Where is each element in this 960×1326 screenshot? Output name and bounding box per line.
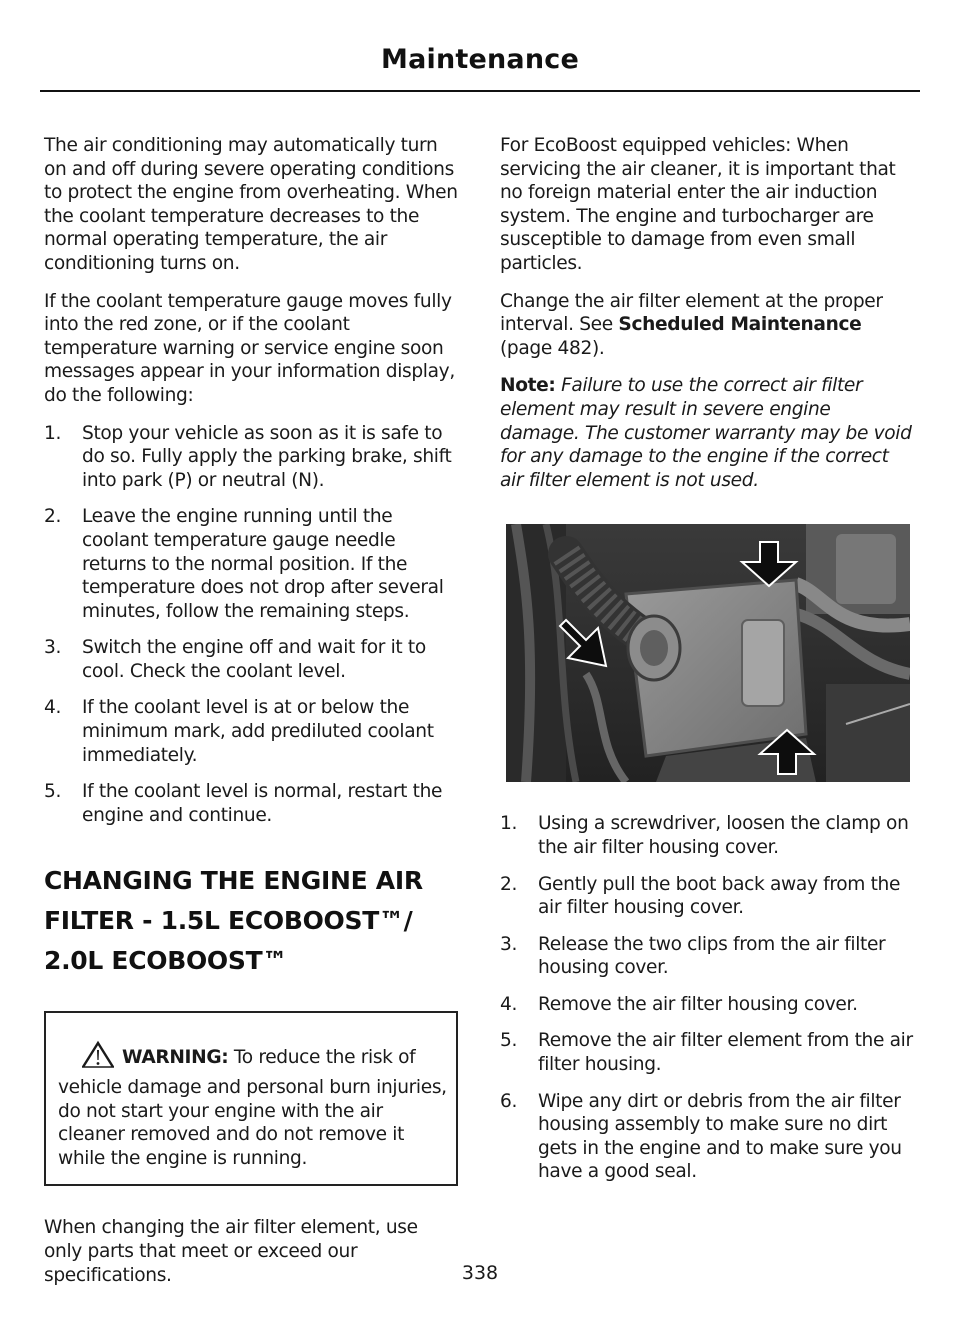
ecoboost-paragraph: For EcoBoost equipped vehicles: When servicing the air cleaner, it is important that no foreign material enter the air induction system. The engine and turbocharger are susceptible to damage from even small particles. bbox=[500, 135, 896, 274]
list-item bbox=[500, 993, 914, 1017]
ac-paragraph: The air conditioning may automatically turn on and off during severe operating conditions to protect the engine from overheating. When the coolant temperature decreases to the normal operating temperature, the air conditioning turns on. bbox=[44, 135, 458, 274]
step-number: 3. bbox=[500, 933, 518, 955]
page-section-title: Maintenance bbox=[381, 44, 579, 75]
step-text: Remove the air filter element from the air filter housing. bbox=[538, 1030, 913, 1076]
step-number: 5. bbox=[500, 1030, 518, 1052]
step-text: Wipe any dirt or debris from the air filter housing assembly to make sure no dirt gets in the engine and to make sure you have a good seal. bbox=[538, 1090, 902, 1183]
step-number: 2. bbox=[500, 873, 518, 895]
step-number: 4. bbox=[44, 697, 62, 719]
page-number: 338 bbox=[461, 1262, 499, 1284]
list-item bbox=[500, 873, 914, 920]
list-item bbox=[500, 1090, 914, 1184]
step-text: Remove the air filter housing cover. bbox=[538, 993, 858, 1015]
step-text: Leave the engine running until the coolant temperature gauge needle returns to the normal position. If the temperature does not drop after several minutes, follow the remaining steps. bbox=[82, 506, 444, 622]
coolant-gauge-paragraph: If the coolant temperature gauge moves fully into the red zone, or if the coolant temperature warning or service engine soon messages appear in your information display, do the following: bbox=[44, 290, 455, 406]
step-text: Gently pull the boot back away from the air filter housing cover. bbox=[538, 873, 901, 919]
air-filter-steps-list bbox=[500, 812, 914, 1184]
step-number: 3. bbox=[44, 637, 62, 659]
step-text: Switch the engine off and wait for it to cool. Check the coolant level. bbox=[82, 637, 426, 682]
step-number: 1. bbox=[44, 422, 62, 444]
step-number: 4. bbox=[500, 993, 518, 1015]
step-number: 6. bbox=[500, 1090, 518, 1112]
note-text: Failure to use the correct air filter element may result in severe engine damage. The customer warranty may be void for any damage to the engine if the correct air filter element is not used. bbox=[500, 375, 912, 491]
list-item bbox=[500, 812, 914, 859]
list-item bbox=[44, 422, 458, 493]
note-label: Note: bbox=[500, 375, 556, 397]
list-item bbox=[44, 780, 458, 827]
air-filter-photo bbox=[506, 524, 910, 782]
interval-paragraph bbox=[500, 290, 914, 361]
warning-box bbox=[44, 1011, 458, 1186]
header-divider bbox=[40, 90, 920, 92]
list-item bbox=[500, 933, 914, 980]
page-reference: (page 482). bbox=[500, 337, 605, 359]
overheat-steps-list bbox=[44, 422, 458, 828]
warning-label: WARNING: bbox=[122, 1047, 229, 1069]
list-item bbox=[44, 636, 458, 683]
list-item bbox=[44, 696, 458, 767]
step-number: 1. bbox=[500, 813, 518, 835]
step-text: Release the two clips from the air filter housing cover. bbox=[538, 933, 886, 979]
step-number: 2. bbox=[44, 506, 62, 528]
scheduled-maintenance-link[interactable]: Scheduled Maintenance bbox=[618, 314, 862, 336]
step-text: If the coolant level is at or below the minimum mark, add prediluted coolant immediately. bbox=[82, 697, 434, 766]
step-number: 5. bbox=[44, 781, 62, 803]
note-paragraph bbox=[500, 374, 914, 492]
left-column bbox=[44, 134, 458, 1301]
parts-paragraph: When changing the air filter element, use only parts that meet or exceed our specifications. bbox=[44, 1217, 418, 1286]
step-text: Stop your vehicle as soon as it is safe to do so. Fully apply the parking brake, shift into park (P) or neutral (N). bbox=[82, 422, 452, 491]
list-item bbox=[500, 1029, 914, 1076]
warning-text: To reduce the risk of vehicle damage and personal burn injuries, do not start your engine with the air cleaner removed and do not remove it while the engine is running. bbox=[58, 1047, 447, 1169]
step-text: Using a screwdriver, loosen the clamp on the air filter housing cover. bbox=[538, 813, 909, 858]
step-text: If the coolant level is normal, restart the engine and continue. bbox=[82, 781, 443, 826]
section-heading: CHANGING THE ENGINE AIR FILTER - 1.5L ECOBOOST™/ 2.0L ECOBOOST™ bbox=[44, 866, 423, 976]
right-column bbox=[500, 134, 914, 1198]
interval-text: Change the air filter element at the proper interval. See bbox=[500, 290, 883, 336]
warning-triangle-icon bbox=[80, 1039, 116, 1076]
list-item bbox=[44, 505, 458, 623]
